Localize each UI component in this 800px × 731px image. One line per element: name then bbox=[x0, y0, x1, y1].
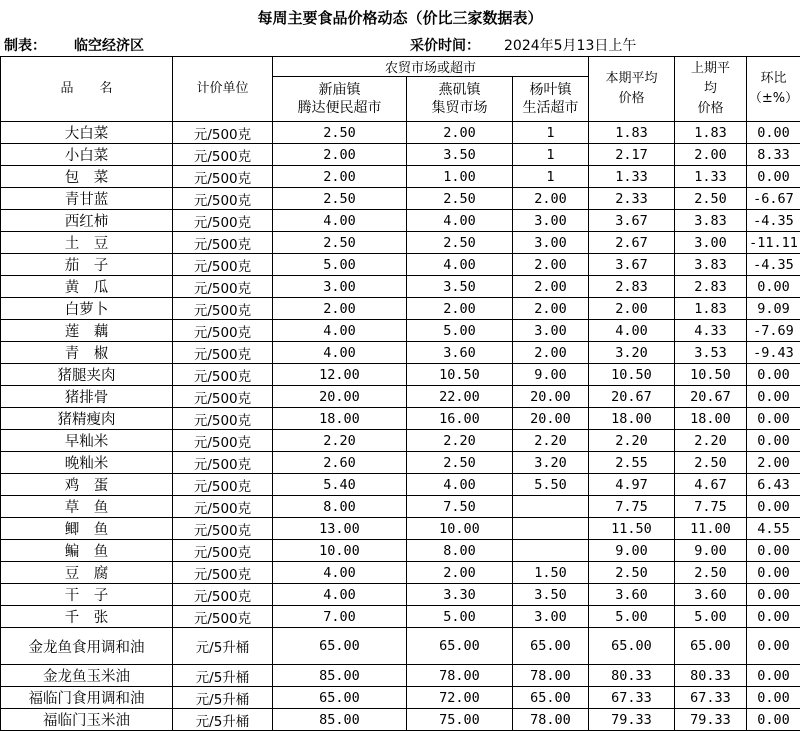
item-name: 土 豆 bbox=[1, 232, 173, 254]
market-3-price: 2.00 bbox=[513, 342, 589, 364]
unit-cell: 元/500克 bbox=[173, 232, 273, 254]
table-row bbox=[1, 540, 800, 562]
market-2-price: 3.50 bbox=[407, 276, 513, 298]
previous-average-price: 1.33 bbox=[675, 166, 747, 188]
item-name: 金龙鱼食用调和油 bbox=[1, 628, 173, 665]
unit-cell: 元/500克 bbox=[173, 386, 273, 408]
item-name: 金龙鱼玉米油 bbox=[1, 665, 173, 687]
market-3-price: 78.00 bbox=[513, 665, 589, 687]
change-percent: 0.00 bbox=[747, 540, 800, 562]
item-name: 大白菜 bbox=[1, 122, 173, 144]
unit-cell: 元/500克 bbox=[173, 452, 273, 474]
time-info bbox=[410, 36, 636, 56]
market-2-price: 2.00 bbox=[407, 562, 513, 584]
table-row bbox=[1, 518, 800, 540]
current-average-price: 65.00 bbox=[589, 628, 675, 665]
market-1-price: 4.00 bbox=[273, 562, 407, 584]
market-3-price: 3.50 bbox=[513, 584, 589, 606]
previous-average-price: 2.50 bbox=[675, 562, 747, 584]
market-3-price: 3.00 bbox=[513, 210, 589, 232]
table-row bbox=[1, 709, 800, 731]
item-name: 白萝卜 bbox=[1, 298, 173, 320]
unit-cell: 元/500克 bbox=[173, 188, 273, 210]
market-3-price: 20.00 bbox=[513, 408, 589, 430]
table-row bbox=[1, 452, 800, 474]
market-2-price: 10.50 bbox=[407, 364, 513, 386]
item-name: 青 椒 bbox=[1, 342, 173, 364]
market-2-price: 5.00 bbox=[407, 606, 513, 628]
market-3-price: 78.00 bbox=[513, 709, 589, 731]
market-1-price: 65.00 bbox=[273, 628, 407, 665]
change-percent: -6.67 bbox=[747, 188, 800, 210]
header-market-3: 杨叶镇 生活超市 bbox=[513, 77, 589, 122]
unit-cell: 元/500克 bbox=[173, 122, 273, 144]
current-average-price: 1.33 bbox=[589, 166, 675, 188]
change-percent: 0.00 bbox=[747, 430, 800, 452]
market-1-price: 20.00 bbox=[273, 386, 407, 408]
market-2-price: 5.00 bbox=[407, 320, 513, 342]
market-2-price: 2.50 bbox=[407, 232, 513, 254]
change-percent: 0.00 bbox=[747, 562, 800, 584]
change-percent: -4.35 bbox=[747, 254, 800, 276]
previous-average-price: 1.83 bbox=[675, 298, 747, 320]
previous-average-price: 3.00 bbox=[675, 232, 747, 254]
maker-label: 制表： bbox=[4, 38, 46, 54]
current-average-price: 4.97 bbox=[589, 474, 675, 496]
table-row bbox=[1, 342, 800, 364]
current-average-price: 2.17 bbox=[589, 144, 675, 166]
table-row bbox=[1, 232, 800, 254]
current-average-price: 20.67 bbox=[589, 386, 675, 408]
change-percent: 0.00 bbox=[747, 665, 800, 687]
current-average-price: 2.83 bbox=[589, 276, 675, 298]
market-1-price: 85.00 bbox=[273, 665, 407, 687]
market-1-price: 5.00 bbox=[273, 254, 407, 276]
current-average-price: 18.00 bbox=[589, 408, 675, 430]
table-row bbox=[1, 606, 800, 628]
item-name: 晚籼米 bbox=[1, 452, 173, 474]
change-percent: 0.00 bbox=[747, 584, 800, 606]
change-percent: 0.00 bbox=[747, 276, 800, 298]
unit-cell: 元/5升桶 bbox=[173, 628, 273, 665]
market-3-price: 2.00 bbox=[513, 254, 589, 276]
market-1-price: 4.00 bbox=[273, 342, 407, 364]
market-3-price: 20.00 bbox=[513, 386, 589, 408]
current-average-price: 1.83 bbox=[589, 122, 675, 144]
market-3-price: 2.00 bbox=[513, 298, 589, 320]
item-name: 猪腿夹肉 bbox=[1, 364, 173, 386]
item-name: 鳊 鱼 bbox=[1, 540, 173, 562]
header-change: 环比 （±%） bbox=[747, 57, 800, 122]
current-average-price: 11.50 bbox=[589, 518, 675, 540]
market-2-price: 3.50 bbox=[407, 144, 513, 166]
unit-cell: 元/5升桶 bbox=[173, 687, 273, 709]
current-average-price: 9.00 bbox=[589, 540, 675, 562]
change-percent: 0.00 bbox=[747, 122, 800, 144]
change-percent: -4.35 bbox=[747, 210, 800, 232]
change-percent: 4.55 bbox=[747, 518, 800, 540]
previous-average-price: 4.67 bbox=[675, 474, 747, 496]
previous-average-price: 2.50 bbox=[675, 452, 747, 474]
previous-average-price: 4.33 bbox=[675, 320, 747, 342]
market-2-price: 3.30 bbox=[407, 584, 513, 606]
table-row bbox=[1, 320, 800, 342]
change-percent: -11.11 bbox=[747, 232, 800, 254]
market-2-price: 4.00 bbox=[407, 474, 513, 496]
current-average-price: 3.67 bbox=[589, 254, 675, 276]
market-1-price: 3.00 bbox=[273, 276, 407, 298]
table-row bbox=[1, 364, 800, 386]
item-name: 西红柿 bbox=[1, 210, 173, 232]
change-percent: 0.00 bbox=[747, 687, 800, 709]
table-row bbox=[1, 496, 800, 518]
item-name: 豆 腐 bbox=[1, 562, 173, 584]
market-3-price: 1 bbox=[513, 122, 589, 144]
change-percent: 8.33 bbox=[747, 144, 800, 166]
market-1-price: 2.00 bbox=[273, 298, 407, 320]
table-row bbox=[1, 474, 800, 496]
table-row bbox=[1, 254, 800, 276]
market-1-price: 2.60 bbox=[273, 452, 407, 474]
unit-cell: 元/500克 bbox=[173, 364, 273, 386]
time-label: 采价时间： bbox=[410, 38, 480, 54]
table-row bbox=[1, 408, 800, 430]
market-3-price: 3.20 bbox=[513, 452, 589, 474]
unit-cell: 元/500克 bbox=[173, 540, 273, 562]
previous-average-price: 9.00 bbox=[675, 540, 747, 562]
item-name: 草 鱼 bbox=[1, 496, 173, 518]
market-2-price: 78.00 bbox=[407, 665, 513, 687]
maker-value: 临空经济区 bbox=[74, 38, 144, 54]
item-name: 鲫 鱼 bbox=[1, 518, 173, 540]
change-percent: 0.00 bbox=[747, 166, 800, 188]
item-name: 福临门食用调和油 bbox=[1, 687, 173, 709]
market-3-price bbox=[513, 540, 589, 562]
previous-average-price: 3.60 bbox=[675, 584, 747, 606]
change-percent: 9.09 bbox=[747, 298, 800, 320]
market-2-price: 2.00 bbox=[407, 298, 513, 320]
current-average-price: 7.75 bbox=[589, 496, 675, 518]
market-3-price: 65.00 bbox=[513, 628, 589, 665]
change-percent: 0.00 bbox=[747, 386, 800, 408]
change-percent: 0.00 bbox=[747, 364, 800, 386]
header-current-average: 本期平均 价格 bbox=[589, 57, 675, 122]
table-row bbox=[1, 628, 800, 665]
table-row bbox=[1, 144, 800, 166]
market-1-price: 8.00 bbox=[273, 496, 407, 518]
market-2-price: 2.50 bbox=[407, 452, 513, 474]
unit-cell: 元/500克 bbox=[173, 408, 273, 430]
unit-cell: 元/500克 bbox=[173, 210, 273, 232]
unit-cell: 元/500克 bbox=[173, 166, 273, 188]
current-average-price: 2.55 bbox=[589, 452, 675, 474]
market-2-price: 2.50 bbox=[407, 188, 513, 210]
market-1-price: 10.00 bbox=[273, 540, 407, 562]
market-2-price: 22.00 bbox=[407, 386, 513, 408]
change-percent: -7.69 bbox=[747, 320, 800, 342]
market-2-price: 10.00 bbox=[407, 518, 513, 540]
previous-average-price: 1.83 bbox=[675, 122, 747, 144]
table-body bbox=[1, 122, 800, 731]
unit-cell: 元/500克 bbox=[173, 606, 273, 628]
current-average-price: 3.67 bbox=[589, 210, 675, 232]
market-1-price: 2.50 bbox=[273, 188, 407, 210]
table-row bbox=[1, 166, 800, 188]
market-1-price: 4.00 bbox=[273, 584, 407, 606]
market-3-price: 3.00 bbox=[513, 232, 589, 254]
previous-average-price: 3.83 bbox=[675, 254, 747, 276]
price-table bbox=[0, 56, 800, 731]
header-previous-average: 上期平 均 价格 bbox=[675, 57, 747, 122]
market-3-price: 2.20 bbox=[513, 430, 589, 452]
market-1-price: 4.00 bbox=[273, 210, 407, 232]
table-row bbox=[1, 430, 800, 452]
previous-average-price: 3.53 bbox=[675, 342, 747, 364]
item-name: 早籼米 bbox=[1, 430, 173, 452]
unit-cell: 元/500克 bbox=[173, 254, 273, 276]
unit-cell: 元/500克 bbox=[173, 562, 273, 584]
table-row bbox=[1, 687, 800, 709]
unit-cell: 元/5升桶 bbox=[173, 665, 273, 687]
change-percent: 0.00 bbox=[747, 628, 800, 665]
market-3-price: 1.50 bbox=[513, 562, 589, 584]
market-2-price: 4.00 bbox=[407, 210, 513, 232]
change-percent: 6.43 bbox=[747, 474, 800, 496]
market-1-price: 4.00 bbox=[273, 320, 407, 342]
market-1-price: 2.00 bbox=[273, 166, 407, 188]
previous-average-price: 2.00 bbox=[675, 144, 747, 166]
maker-info bbox=[4, 36, 144, 56]
market-3-price: 1 bbox=[513, 166, 589, 188]
change-percent: 2.00 bbox=[747, 452, 800, 474]
previous-average-price: 11.00 bbox=[675, 518, 747, 540]
change-percent: -9.43 bbox=[747, 342, 800, 364]
item-name: 鸡 蛋 bbox=[1, 474, 173, 496]
item-name: 干 子 bbox=[1, 584, 173, 606]
market-2-price: 72.00 bbox=[407, 687, 513, 709]
change-percent: 0.00 bbox=[747, 606, 800, 628]
market-3-price bbox=[513, 496, 589, 518]
table-row bbox=[1, 210, 800, 232]
current-average-price: 79.33 bbox=[589, 709, 675, 731]
previous-average-price: 80.33 bbox=[675, 665, 747, 687]
market-2-price: 65.00 bbox=[407, 628, 513, 665]
item-name: 茄 子 bbox=[1, 254, 173, 276]
previous-average-price: 20.67 bbox=[675, 386, 747, 408]
item-name: 小白菜 bbox=[1, 144, 173, 166]
current-average-price: 2.20 bbox=[589, 430, 675, 452]
item-name: 猪排骨 bbox=[1, 386, 173, 408]
current-average-price: 3.20 bbox=[589, 342, 675, 364]
previous-average-price: 2.83 bbox=[675, 276, 747, 298]
unit-cell: 元/500克 bbox=[173, 518, 273, 540]
time-value: 2024年5月13日上午 bbox=[504, 38, 636, 54]
market-2-price: 3.60 bbox=[407, 342, 513, 364]
unit-cell: 元/500克 bbox=[173, 342, 273, 364]
unit-cell: 元/500克 bbox=[173, 276, 273, 298]
previous-average-price: 65.00 bbox=[675, 628, 747, 665]
table-row bbox=[1, 386, 800, 408]
market-1-price: 12.00 bbox=[273, 364, 407, 386]
table-row bbox=[1, 665, 800, 687]
market-3-price: 2.00 bbox=[513, 276, 589, 298]
change-percent: 0.00 bbox=[747, 496, 800, 518]
market-1-price: 2.00 bbox=[273, 144, 407, 166]
item-name: 千 张 bbox=[1, 606, 173, 628]
item-name: 福临门玉米油 bbox=[1, 709, 173, 731]
market-2-price: 7.50 bbox=[407, 496, 513, 518]
market-3-price bbox=[513, 518, 589, 540]
previous-average-price: 79.33 bbox=[675, 709, 747, 731]
market-3-price: 65.00 bbox=[513, 687, 589, 709]
item-name: 莲 藕 bbox=[1, 320, 173, 342]
previous-average-price: 5.00 bbox=[675, 606, 747, 628]
change-percent: 0.00 bbox=[747, 408, 800, 430]
current-average-price: 5.00 bbox=[589, 606, 675, 628]
header-unit: 计价单位 bbox=[173, 57, 273, 122]
market-1-price: 65.00 bbox=[273, 687, 407, 709]
previous-average-price: 7.75 bbox=[675, 496, 747, 518]
market-3-price: 1 bbox=[513, 144, 589, 166]
table-row bbox=[1, 276, 800, 298]
market-1-price: 13.00 bbox=[273, 518, 407, 540]
item-name: 包 菜 bbox=[1, 166, 173, 188]
unit-cell: 元/500克 bbox=[173, 496, 273, 518]
header-market-2: 燕矶镇 集贸市场 bbox=[407, 77, 513, 122]
market-3-price: 2.00 bbox=[513, 188, 589, 210]
unit-cell: 元/500克 bbox=[173, 430, 273, 452]
unit-cell: 元/500克 bbox=[173, 474, 273, 496]
market-1-price: 5.40 bbox=[273, 474, 407, 496]
market-3-price: 3.00 bbox=[513, 320, 589, 342]
table-row bbox=[1, 562, 800, 584]
market-3-price: 9.00 bbox=[513, 364, 589, 386]
current-average-price: 2.00 bbox=[589, 298, 675, 320]
market-3-price: 5.50 bbox=[513, 474, 589, 496]
market-2-price: 16.00 bbox=[407, 408, 513, 430]
current-average-price: 10.50 bbox=[589, 364, 675, 386]
market-2-price: 4.00 bbox=[407, 254, 513, 276]
market-2-price: 75.00 bbox=[407, 709, 513, 731]
header-name: 品 名 bbox=[1, 57, 173, 122]
unit-cell: 元/500克 bbox=[173, 298, 273, 320]
current-average-price: 80.33 bbox=[589, 665, 675, 687]
current-average-price: 67.33 bbox=[589, 687, 675, 709]
unit-cell: 元/500克 bbox=[173, 320, 273, 342]
item-name: 黄 瓜 bbox=[1, 276, 173, 298]
previous-average-price: 2.50 bbox=[675, 188, 747, 210]
current-average-price: 2.67 bbox=[589, 232, 675, 254]
market-2-price: 8.00 bbox=[407, 540, 513, 562]
change-percent: 0.00 bbox=[747, 709, 800, 731]
table-row bbox=[1, 188, 800, 210]
market-2-price: 1.00 bbox=[407, 166, 513, 188]
item-name: 青甘蓝 bbox=[1, 188, 173, 210]
unit-cell: 元/5升桶 bbox=[173, 709, 273, 731]
previous-average-price: 67.33 bbox=[675, 687, 747, 709]
header-market-1: 新庙镇 腾达便民超市 bbox=[273, 77, 407, 122]
table-row bbox=[1, 584, 800, 606]
unit-cell: 元/500克 bbox=[173, 584, 273, 606]
current-average-price: 4.00 bbox=[589, 320, 675, 342]
market-1-price: 85.00 bbox=[273, 709, 407, 731]
market-1-price: 2.50 bbox=[273, 232, 407, 254]
market-2-price: 2.20 bbox=[407, 430, 513, 452]
table-row bbox=[1, 122, 800, 144]
previous-average-price: 2.20 bbox=[675, 430, 747, 452]
market-3-price: 3.00 bbox=[513, 606, 589, 628]
current-average-price: 3.60 bbox=[589, 584, 675, 606]
item-name: 猪精瘦肉 bbox=[1, 408, 173, 430]
unit-cell: 元/500克 bbox=[173, 144, 273, 166]
market-1-price: 7.00 bbox=[273, 606, 407, 628]
previous-average-price: 3.83 bbox=[675, 210, 747, 232]
market-1-price: 18.00 bbox=[273, 408, 407, 430]
previous-average-price: 18.00 bbox=[675, 408, 747, 430]
table-row bbox=[1, 298, 800, 320]
current-average-price: 2.33 bbox=[589, 188, 675, 210]
sheet-title: 每周主要食品价格动态（价比三家数据表） bbox=[0, 0, 800, 36]
market-2-price: 2.00 bbox=[407, 122, 513, 144]
header-market-group: 农贸市场或超市 bbox=[273, 57, 589, 77]
current-average-price: 2.50 bbox=[589, 562, 675, 584]
market-1-price: 2.50 bbox=[273, 122, 407, 144]
market-1-price: 2.20 bbox=[273, 430, 407, 452]
previous-average-price: 10.50 bbox=[675, 364, 747, 386]
